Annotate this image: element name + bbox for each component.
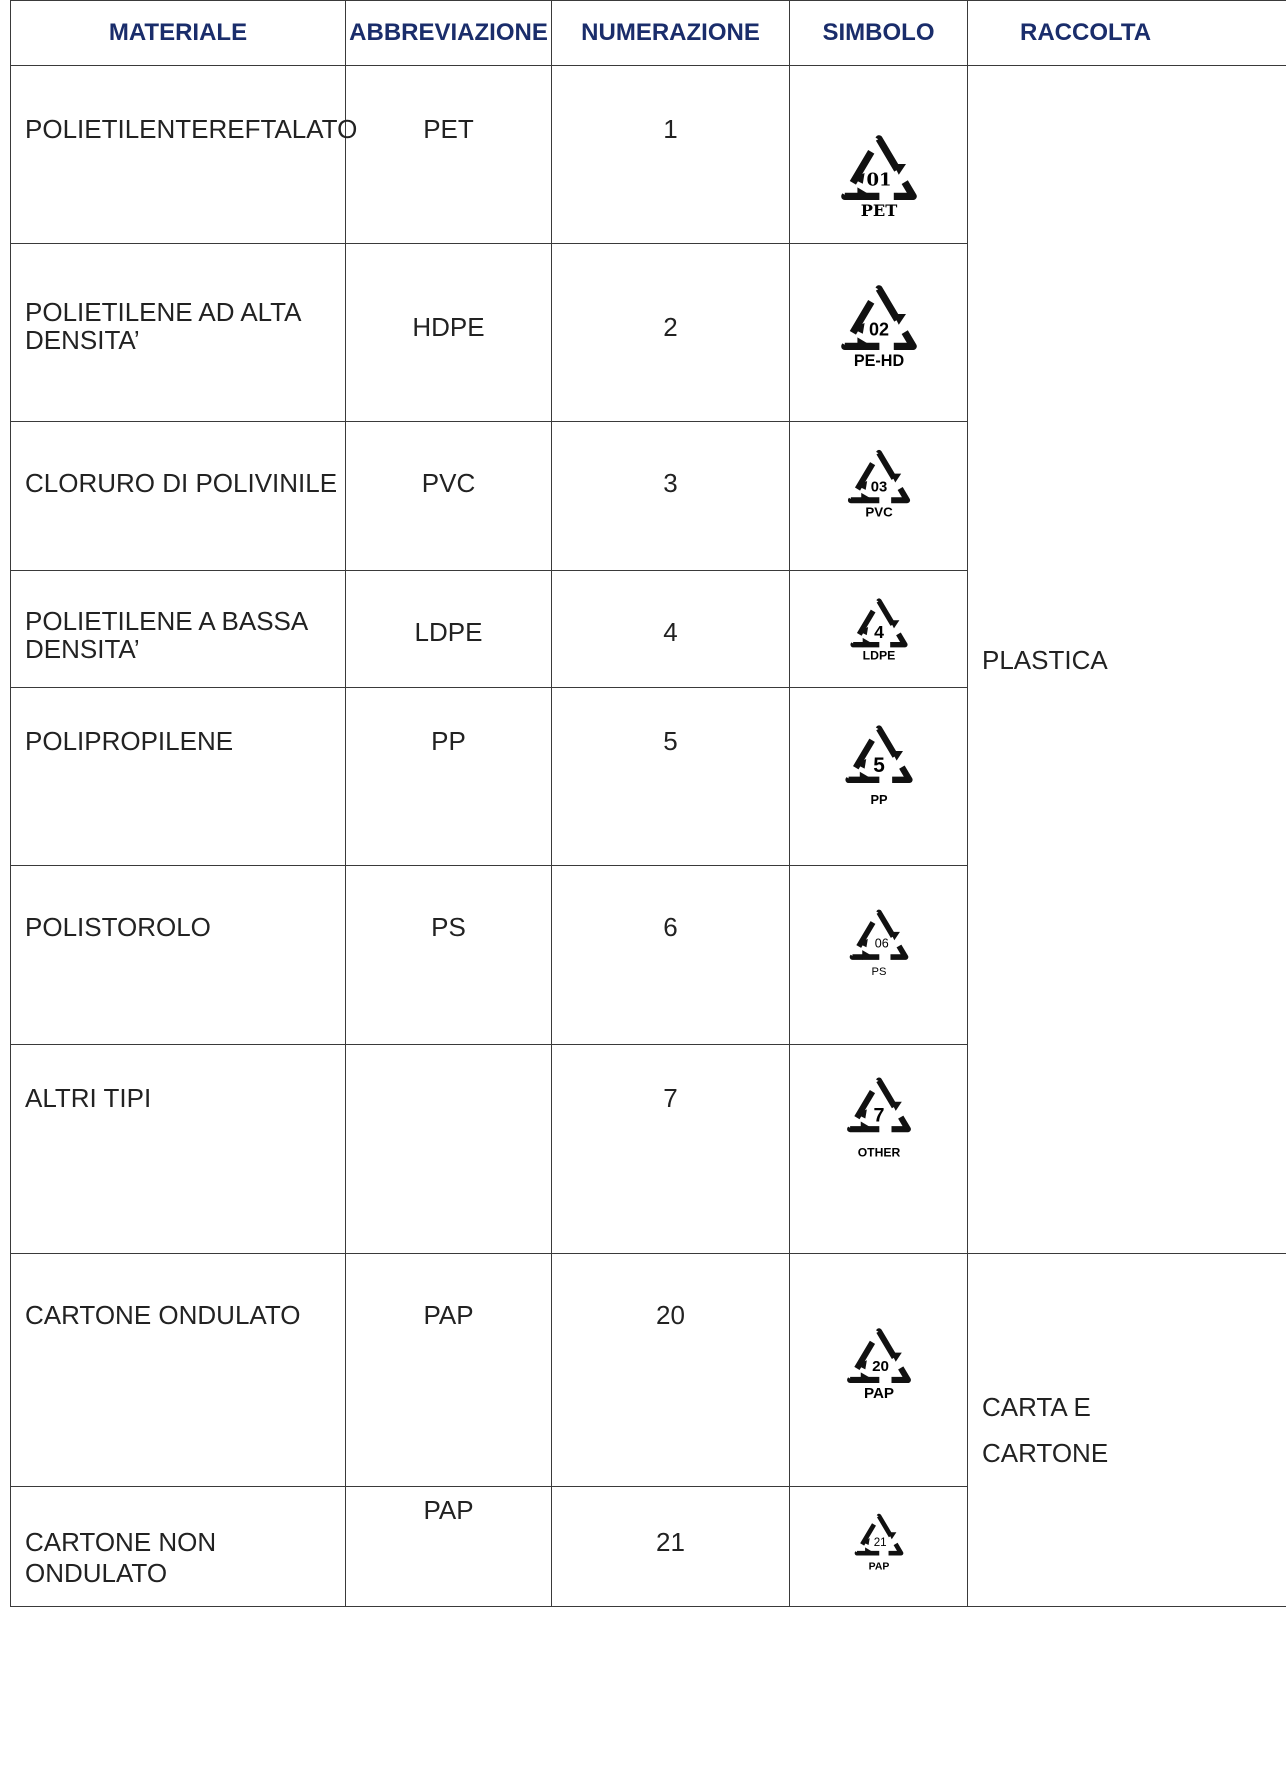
number-cell (552, 1045, 790, 1254)
symbol-cell (790, 571, 968, 688)
number: 4 (663, 617, 678, 647)
recycle-triangle-icon (841, 1071, 917, 1163)
material-name: POLIETILENE A BASSA DENSITA’ (25, 606, 307, 664)
material-name: POLIETILENE AD ALTA DENSITA’ (25, 297, 301, 355)
number: 5 (663, 726, 678, 756)
header-number: NUMERAZIONE (552, 1, 790, 66)
number-cell (552, 66, 790, 244)
recycle-triangle-icon (839, 718, 919, 808)
symbol-code: 01 (865, 169, 892, 191)
collection-plastic: PLASTICA (982, 644, 1108, 675)
symbol-cell (790, 1045, 968, 1254)
number-cell (552, 422, 790, 571)
collection-paper-cell (968, 1254, 1286, 1607)
abbreviation-cell (346, 1487, 552, 1607)
number: 21 (656, 1527, 685, 1557)
symbol-code: 03 (870, 479, 887, 496)
material-name: ALTRI TIPI (25, 1083, 152, 1113)
table-row (11, 1254, 1286, 1487)
header-symbol: SIMBOLO (790, 1, 968, 66)
symbol-cell (790, 422, 968, 571)
header-row (11, 1, 1286, 66)
abbreviation: PP (431, 726, 466, 756)
symbol-label: PE-HD (853, 352, 904, 368)
recycle-triangle-icon (845, 593, 913, 661)
material-cell (11, 66, 358, 244)
recycle-triangle-icon (841, 1322, 917, 1406)
symbol-code: 21 (873, 1536, 887, 1550)
material-cell (11, 866, 346, 1045)
material-cell (11, 688, 346, 866)
symbol-label: PET (860, 201, 897, 218)
number-cell (552, 1254, 790, 1487)
material-cell (11, 422, 346, 571)
collection-plastic-cell (968, 66, 1286, 1254)
number: 1 (663, 114, 678, 144)
number: 20 (656, 1300, 685, 1330)
abbreviation-cell (346, 1254, 552, 1487)
abbreviation: PS (431, 912, 466, 942)
recycle-triangle-icon (834, 128, 924, 218)
number: 7 (663, 1083, 678, 1113)
recycle-triangle-icon (834, 278, 924, 368)
material-name: CARTONE NON ONDULATO (25, 1527, 217, 1588)
abbreviation-cell (346, 66, 552, 244)
material-name: POLISTOROLO (25, 912, 211, 942)
number-cell (552, 571, 790, 688)
recycle-triangle-icon (844, 904, 914, 978)
material-cell (11, 1254, 346, 1487)
symbol-cell (790, 66, 968, 244)
number: 2 (663, 312, 678, 342)
abbreviation: PET (423, 114, 474, 144)
symbol-code: 4 (873, 621, 884, 642)
symbol-code: 06 (874, 936, 889, 951)
symbol-label: PAP (863, 1385, 894, 1403)
abbreviation: PAP (423, 1495, 474, 1525)
symbol-cell (790, 1487, 968, 1607)
symbol-cell (790, 1254, 968, 1487)
material-name: POLIETILENTEREFTALATO (25, 114, 358, 144)
header-material: MATERIALE (11, 1, 346, 66)
abbreviation-cell (346, 244, 552, 422)
symbol-label: OTHER (857, 1145, 900, 1160)
material-name: POLIPROPILENE (25, 726, 234, 756)
symbol-code: 20 (871, 1357, 889, 1375)
material-name: CLORURO DI POLIVINILE (25, 468, 338, 498)
abbreviation-cell (346, 866, 552, 1045)
number: 6 (663, 912, 678, 942)
number-cell (552, 688, 790, 866)
symbol-label: PVC (864, 504, 893, 518)
resin-codes-table (10, 0, 1286, 1607)
collection-paper-line2: CARTONE (982, 1438, 1109, 1468)
abbreviation-cell (346, 1045, 552, 1254)
recycle-triangle-icon (850, 1509, 908, 1573)
abbreviation: PVC (421, 468, 476, 498)
abbreviation: PAP (423, 1300, 474, 1330)
symbol-code: 5 (872, 753, 885, 777)
number: 3 (663, 468, 678, 498)
abbreviation-cell (346, 688, 552, 866)
abbreviation: HDPE (412, 312, 485, 342)
symbol-label: PS (871, 966, 886, 978)
symbol-cell (790, 244, 968, 422)
material-cell (11, 1487, 346, 1607)
symbol-label: PP (869, 791, 888, 807)
header-abbreviation: ABBREVIAZIONE (346, 1, 552, 66)
symbol-label: LDPE (862, 648, 895, 661)
number-cell (552, 866, 790, 1045)
symbol-cell (790, 866, 968, 1045)
abbreviation: LDPE (414, 617, 483, 647)
number-cell (552, 1487, 790, 1607)
symbol-code: 7 (873, 1104, 884, 1127)
abbreviation-cell (346, 571, 552, 688)
material-name: CARTONE ONDULATO (25, 1300, 301, 1330)
header-collection: RACCOLTA (968, 1, 1286, 66)
symbol-code: 02 (868, 319, 889, 340)
collection-paper-line1: CARTA E (982, 1392, 1091, 1422)
table-row (11, 66, 1286, 244)
symbol-cell (790, 688, 968, 866)
material-cell (11, 1045, 346, 1254)
material-cell (11, 244, 346, 422)
number-cell (552, 244, 790, 422)
symbol-label: PAP (868, 1561, 889, 1573)
material-cell (11, 571, 346, 688)
recycle-triangle-icon (842, 444, 916, 518)
abbreviation-cell (346, 422, 552, 571)
